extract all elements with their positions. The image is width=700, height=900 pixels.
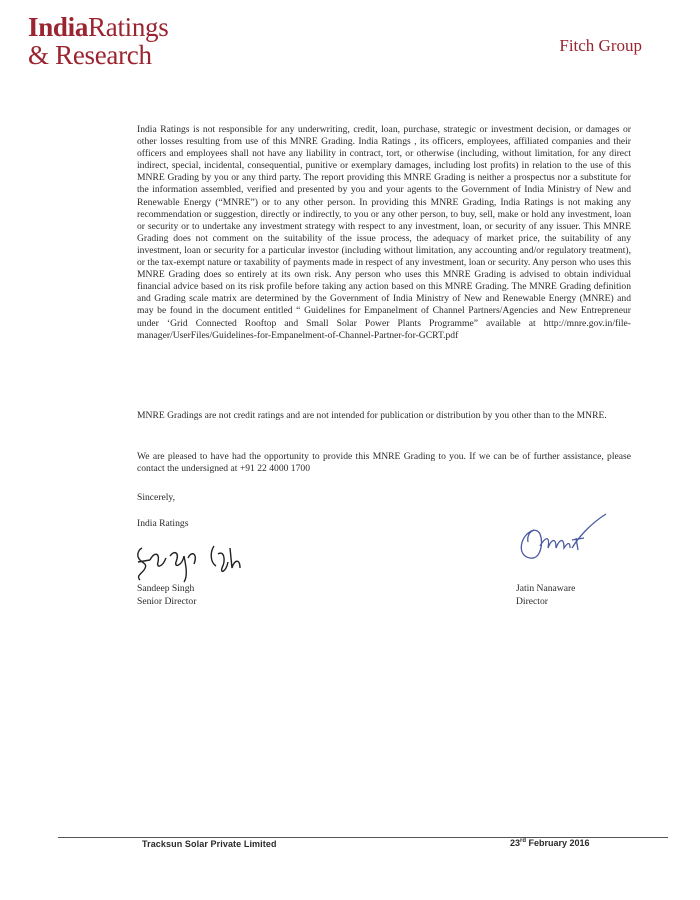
- sandeep-singh-signature-icon: [128, 538, 268, 586]
- footer-date-day: 23: [510, 838, 521, 848]
- jatin-nanaware-signature-icon: [506, 508, 616, 570]
- signatory-title: Director: [516, 596, 548, 607]
- signatory-title: Senior Director: [137, 596, 197, 607]
- logo-word-india: India: [28, 12, 89, 42]
- signatory-name: Sandeep Singh: [137, 583, 195, 594]
- signatory-name: Jatin Nanaware: [516, 583, 576, 594]
- logo-line-2: & Research: [28, 40, 152, 70]
- credit-ratings-paragraph: MNRE Gradings are not credit ratings and are not intended for publication or distribution by you other than to the MNRE.: [137, 410, 607, 421]
- footer-date-suffix: rd: [520, 838, 527, 844]
- fitch-group-label: Fitch Group: [559, 36, 642, 55]
- organization-name: India Ratings: [137, 518, 189, 529]
- logo-word-ratings: Ratings: [88, 12, 169, 42]
- contact-paragraph: We are pleased to have had the opportunity to provide this MNRE Grading to you. If we can be of further assistance, please contact the undersigned at +91 22 4000 1700: [137, 451, 631, 475]
- footer-date: [510, 838, 590, 848]
- logo-line-1: [28, 14, 168, 41]
- closing-salutation: Sincerely,: [137, 492, 176, 503]
- footer-company: Tracksun Solar Private Limited: [142, 839, 277, 849]
- disclaimer-paragraph: India Ratings is not responsible for any underwriting, credit, loan, purchase, strategic or investment decision, or damages or other losses resulting from use of this MNRE Grading. India Ratings , its officers, employees, affiliated companies and their officers and employees shall not have any liability in contract, tort, or otherwise (including, without limitation, for any direct indirect, special, incidental, consequential, punitive or exemplary damages, including lost profits) in relation to the use of this MNRE Grading by you or any third party. The report providing this MNRE Grading is neither a prospectus nor a substitute for the information assembled, verified and presented by you and your agents to the Government of India Ministry of New and Renewable Energy (“MNRE”) or to any other person. In providing this MNRE Grading, India Ratings is not making any recommendation or suggestion, directly or indirectly, to you or any other person, to buy, sell, make or hold any investment, loan or security or to undertake any investment strategy with respect to any investment, loan, or security of any issuer. This MNRE Grading does not comment on the suitability of the issue process, the adequacy of market price, the suitability of any investment, loan or security for a particular investor (including without limitation, any accounting and/or regulatory treatment), or the tax-exempt nature or taxability of payments made in respect of any investment, loan or security. Any person who uses this MNRE Grading does so entirely at its own risk. Any person who uses this MNRE Grading is advised to obtain individual financial advice based on its risk profile before taking any action based on this MNRE Grading. The MNRE Grading definition and Grading scale matrix are determined by the Government of India Ministry of New and Renewable Energy (MNRE) and may be found in the document entitled “ Guidelines for Empanelment of Channel Partners/Agencies and New Entrepreneur under ‘Grid Connected Rooftop and Small Solar Power Plants Programme” available at http://mnre.gov.in/file-manager/UserFiles/Guidelines-for-Empanelment-of-Channel-Partner-for-GCRT.pdf: [137, 124, 631, 341]
- footer-date-rest: February 2016: [526, 838, 590, 848]
- india-ratings-logo: [28, 14, 168, 69]
